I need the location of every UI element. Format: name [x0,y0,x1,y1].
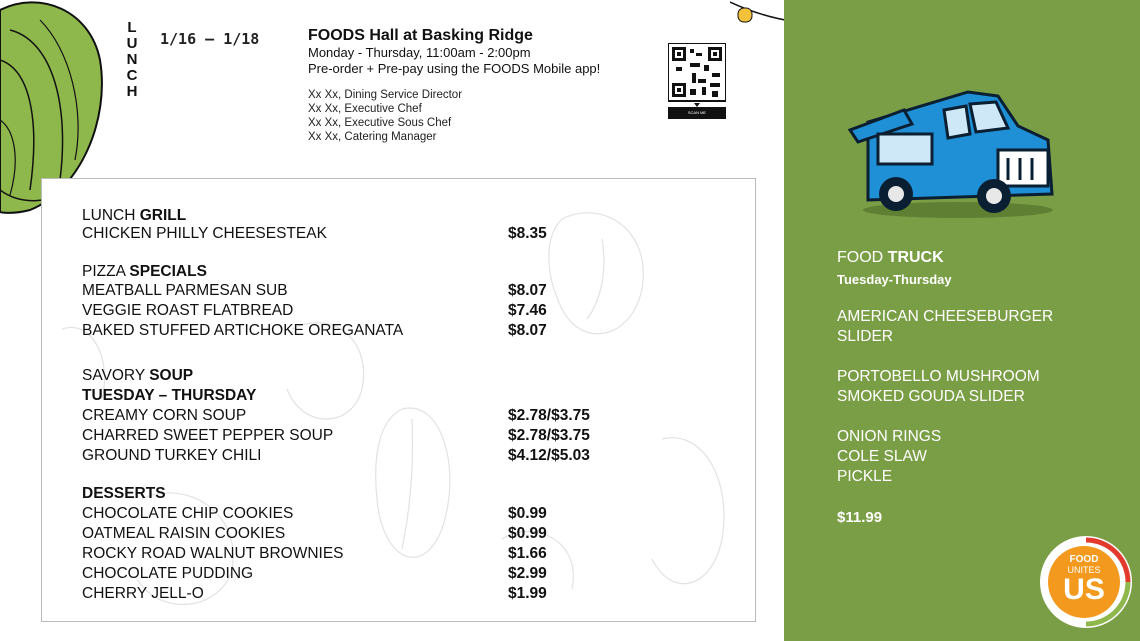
pizza-heading-prefix: PIZZA [82,263,126,280]
item-name: GROUND TURKEY CHILI [82,447,262,464]
grill-heading-bold: GRILL [139,207,187,224]
staff-line: Xx Xx, Dining Service Director [308,89,463,101]
preorder-text: Pre-order + Pre-pay using the FOODS Mobile app! [308,61,601,76]
item-name: CHARRED SWEET PEPPER SOUP [82,427,334,444]
item-name: VEGGIE ROAST FLATBREAD [82,302,294,319]
menu-panel [41,178,756,622]
truck-item: COLE SLAW [837,448,927,465]
truck-item: SLIDER [837,328,893,345]
menu-item [82,426,722,446]
item-price: $4.12/$5.03 [508,447,590,464]
pizza-heading-bold: SPECIALS [129,263,207,280]
item-price: $1.99 [508,585,547,602]
soup-heading-prefix: SAVORY [82,367,145,384]
item-name: CHOCOLATE CHIP COOKIES [82,505,294,522]
item-price: $0.99 [508,505,547,522]
date-range: 1/16 – 1/18 [160,30,260,48]
menu-item [82,321,722,341]
qr-code[interactable] [668,43,726,121]
food-truck-icon [848,82,1060,222]
item-price: $8.07 [508,282,547,299]
soup-heading-bold: SOUP [149,367,194,384]
truck-item: ONION RINGS [837,428,942,445]
grill-heading [82,206,186,226]
item-name: BAKED STUFFED ARTICHOKE OREGANATA [82,322,404,339]
truck-item: SMOKED GOUDA SLIDER [837,388,1025,405]
item-name: MEATBALL PARMESAN SUB [82,282,288,299]
item-name: OATMEAL RAISIN COOKIES [82,525,286,542]
letter: H [126,83,138,100]
soup-heading [82,366,193,386]
truck-heading-prefix: FOOD [837,249,884,266]
item-price: $8.35 [508,225,547,242]
truck-item: PORTOBELLO MUSHROOM [837,368,1040,385]
menu-item [82,564,722,584]
truck-item: PICKLE [837,468,893,485]
item-name: CREAMY CORN SOUP [82,407,247,424]
food-unites-us-logo [1040,530,1140,635]
menu-item [82,406,722,426]
menu-item [82,281,722,301]
location-title: FOODS Hall at Basking Ridge [308,27,533,44]
food-truck-days: Tuesday-Thursday [837,272,952,287]
item-price: $2.78/$3.75 [508,427,590,444]
item-price: $0.99 [508,525,547,542]
menu-item [82,524,722,544]
letter: L [127,19,137,36]
letter: U [126,35,138,52]
menu-item [82,544,722,564]
staff-list [308,88,462,144]
item-name: CHICKEN PHILLY CHEESESTEAK [82,225,327,242]
grill-heading-prefix: LUNCH [82,207,136,224]
truck-heading-bold: TRUCK [887,249,944,266]
logo-line1: FOOD [1069,554,1099,565]
food-truck-price: $11.99 [837,509,883,526]
hours-text: Monday - Thursday, 11:00am - 2:00pm [308,45,531,60]
vertical-lunch-label [122,20,142,100]
menu-item [82,584,722,604]
staff-line: Xx Xx, Executive Chef [308,103,422,115]
qr-label: SCAN ME [687,110,707,115]
letter: N [126,51,138,68]
logo-line3: US [1063,573,1105,606]
staff-line: Xx Xx, Executive Sous Chef [308,117,452,129]
item-name: CHERRY JELL-O [82,585,204,602]
item-price: $8.07 [508,322,547,339]
menu-item [82,301,722,321]
food-truck-heading [837,249,944,267]
item-name: ROCKY ROAD WALNUT BROWNIES [82,545,344,562]
pizza-heading [82,262,207,282]
menu-item [82,446,722,466]
logo-line2: UNITES [1067,565,1101,575]
item-price: $2.78/$3.75 [508,407,590,424]
soup-days: TUESDAY – THURSDAY [82,387,257,404]
menu-item [82,224,722,244]
menu-item [82,504,722,524]
item-price: $1.66 [508,545,547,562]
item-name: CHOCOLATE PUDDING [82,565,254,582]
staff-line: Xx Xx, Catering Manager [308,131,437,143]
desserts-heading [82,484,166,504]
truck-item: AMERICAN CHEESEBURGER [837,308,1054,325]
item-price: $2.99 [508,565,547,582]
location-info [308,27,668,77]
desserts-heading-bold: DESSERTS [82,485,166,502]
letter: C [126,67,138,84]
item-price: $7.46 [508,302,547,319]
